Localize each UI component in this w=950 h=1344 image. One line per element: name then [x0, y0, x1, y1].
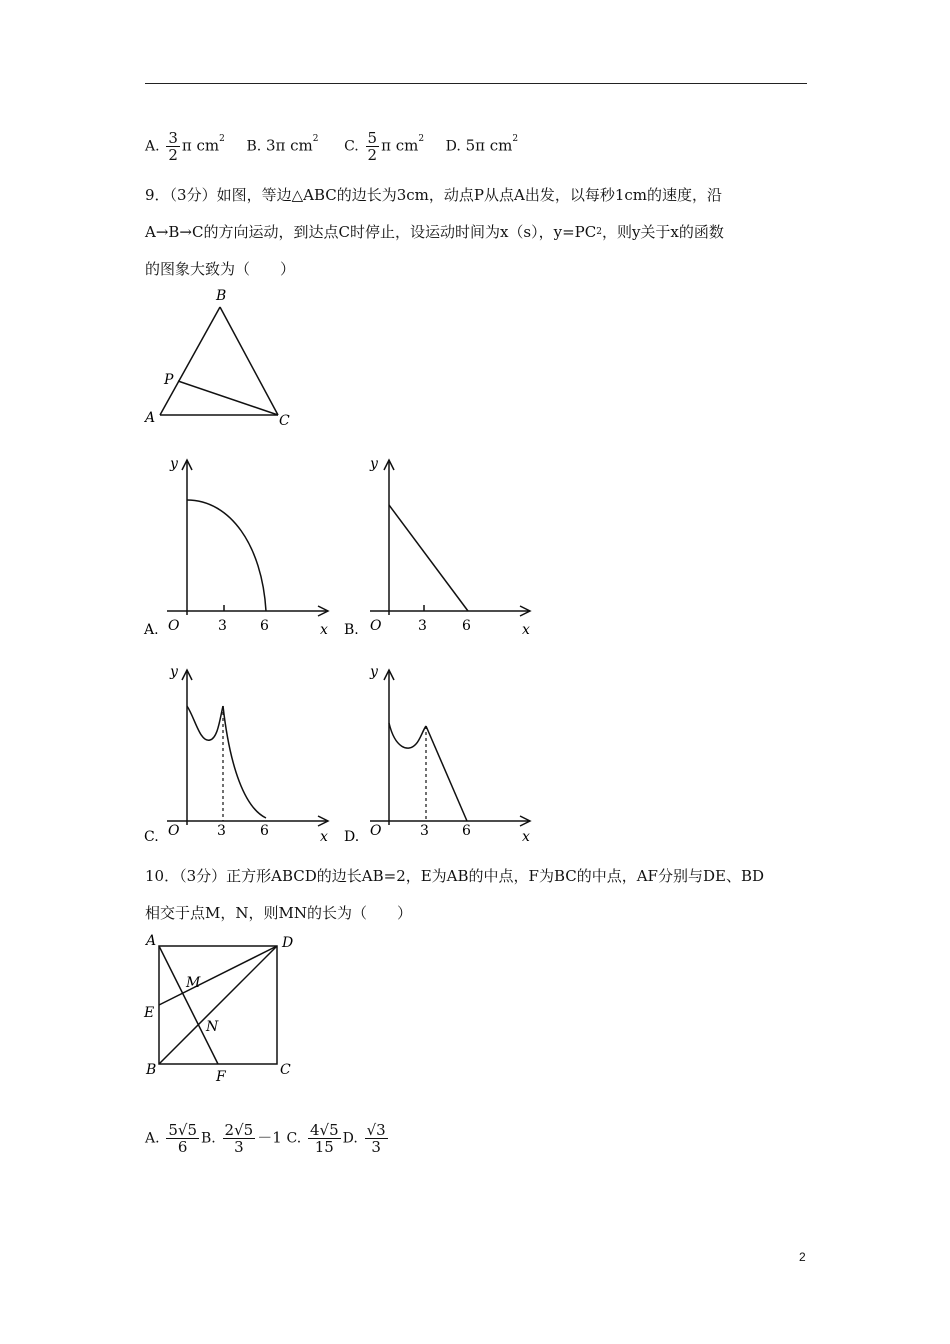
svg-text:y: y: [370, 664, 378, 680]
q8-option-c-label: C.: [344, 138, 359, 155]
q9-graph-a: [140, 450, 340, 645]
svg-text:M: M: [186, 975, 201, 991]
graph-d-option-label: D.: [344, 829, 360, 845]
q10-option-b-fraction: $\frac{2√5}{3}$: [224, 1121, 254, 1156]
q9-graph-b: [340, 450, 540, 645]
svg-text:E: E: [144, 1005, 155, 1021]
graph-b-option-label: B.: [344, 622, 359, 638]
q9-line-1: 9．（3分）如图，等边△ABC的边长为3cm，动点P从点A出发，以每秒1cm的速度，沿: [145, 186, 722, 204]
svg-text:F: F: [216, 1069, 226, 1083]
q9-graph-c: [140, 658, 340, 853]
svg-text:O: O: [370, 618, 382, 634]
q8-option-a-fraction: $\frac{3}{2}$: [168, 129, 178, 164]
graph-a-option-label: A.: [144, 622, 159, 638]
tri-label-p: P: [164, 372, 174, 388]
svg-text:6: 6: [260, 823, 269, 839]
svg-text:3: 3: [420, 823, 429, 839]
q8-option-d-text: 5π cm: [465, 136, 513, 155]
q10-option-c-fraction: $\frac{4√5}{15}$: [309, 1121, 339, 1156]
tri-label-b: B: [216, 288, 227, 304]
q10-square-figure: [140, 928, 305, 1083]
q10-option-b-label: B.: [201, 1130, 216, 1147]
svg-text:B: B: [146, 1062, 157, 1078]
svg-text:C: C: [280, 1062, 291, 1078]
q10-option-a-fraction: $\frac{5√5}{6}$: [168, 1121, 197, 1156]
q8-option-b-label: B.: [246, 138, 262, 155]
q10-line-2: 相交于点M，N，则MN的长为（ ）: [145, 904, 412, 922]
svg-text:3: 3: [418, 618, 427, 634]
tri-label-a: A: [145, 410, 156, 426]
svg-text:3: 3: [218, 618, 227, 634]
q8-options: A. $\frac{3}{2}$ π $cm^2$ B. 3π $cm^2$ C. $\frac{5}{2}$ π $cm^2$ D. 5π $cm^2$: [145, 129, 519, 164]
q10-option-d-label: D.: [342, 1130, 358, 1147]
q9-line-2: A→B→C的方向运动，到达点C时停止，设运动时间为x（s），$y=PC^2$，则y关于x的函数: [145, 223, 724, 241]
q10-options: [145, 1122, 390, 1155]
svg-text:O: O: [168, 618, 180, 634]
svg-text:O: O: [370, 823, 382, 839]
q10-option-b-tail: －1: [257, 1128, 282, 1147]
svg-text:y: y: [170, 664, 178, 680]
tri-label-c: C: [279, 413, 290, 429]
svg-text:D: D: [282, 935, 294, 951]
q9-line-3: 的图象大致为（ ）: [145, 260, 296, 278]
q8-option-d-label: D.: [445, 138, 461, 155]
svg-text:3: 3: [217, 823, 226, 839]
q10-option-d-fraction: $\frac{√3}{3}$: [366, 1121, 386, 1156]
q9-triangle-figure: [140, 285, 300, 430]
graph-c-option-label: C.: [144, 829, 159, 845]
page-number: 2: [799, 1250, 806, 1264]
svg-text:6: 6: [260, 618, 269, 634]
q8-option-a-label: A.: [145, 138, 160, 155]
q8-option-c-fraction: $\frac{5}{2}$: [367, 129, 378, 164]
q9-graph-d: [340, 658, 540, 853]
svg-text:x: x: [522, 622, 530, 638]
svg-text:6: 6: [462, 618, 471, 634]
svg-text:x: x: [320, 829, 328, 845]
svg-text:N: N: [206, 1019, 219, 1035]
q8-option-c-unit: π cm: [381, 136, 419, 155]
svg-text:y: y: [370, 456, 378, 472]
svg-text:x: x: [522, 829, 530, 845]
svg-text:x: x: [320, 622, 328, 638]
svg-text:O: O: [168, 823, 180, 839]
q10-option-c-label: C.: [286, 1130, 302, 1147]
q10-option-a-label: A.: [145, 1130, 160, 1147]
svg-text:y: y: [170, 456, 178, 472]
q8-option-b-text: 3π cm: [265, 136, 313, 155]
q10-line-1: 10．（3分）正方形ABCD的边长AB=2，E为AB的中点，F为BC的中点，AF分别与DE、BD: [145, 867, 764, 885]
header-rule: [145, 83, 807, 84]
svg-text:A: A: [146, 933, 157, 949]
q8-option-a-unit: π cm: [181, 136, 220, 155]
svg-text:6: 6: [462, 823, 471, 839]
